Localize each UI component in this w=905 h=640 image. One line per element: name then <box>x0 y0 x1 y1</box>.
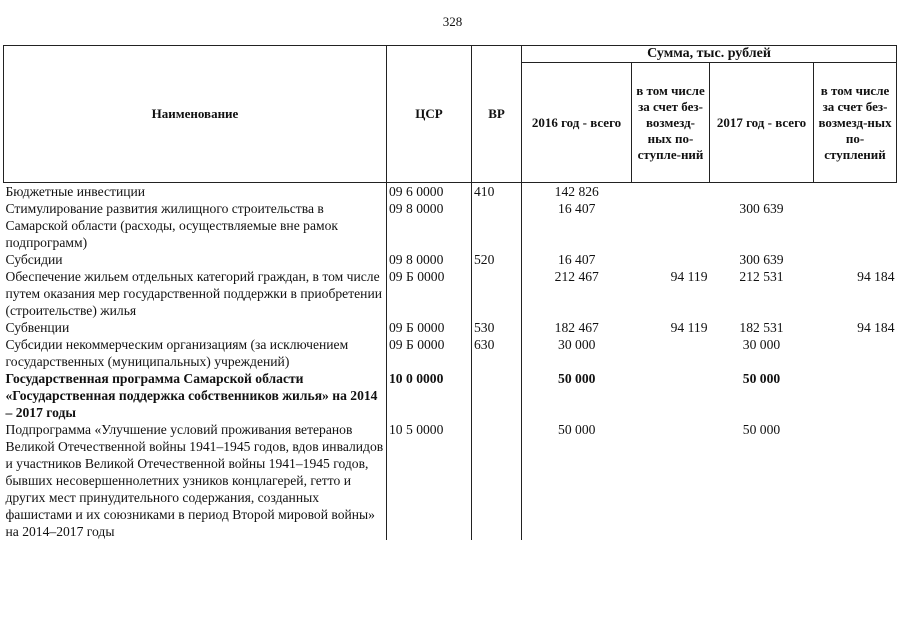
row-2016-total: 212 467 <box>522 268 632 319</box>
header-2017-total: 2017 год - всего <box>710 63 814 183</box>
table-row <box>4 421 897 540</box>
table-row <box>4 370 897 421</box>
row-2016-free <box>632 200 710 251</box>
row-csr: 09 Б 0000 <box>387 319 472 336</box>
row-csr: 10 0 0000 <box>387 370 472 421</box>
row-name: Подпрограмма «Улучшение условий проживания ветеранов Великой Отечественной войны 1941–1945 годов, вдов инвалидов и участников Великой Отечественной войны 1941–1945 годов, бывших несовершеннолетних узников концлагерей, гетто и других мест принудительного содержания, созданных фашистами и их союзниками в период Второй мировой войны» на 2014–2017 годы <box>5 422 384 539</box>
header-name: Наименование <box>4 46 387 183</box>
page-number: 328 <box>442 14 463 29</box>
row-vr <box>472 268 522 319</box>
row-csr: 09 Б 0000 <box>387 336 472 370</box>
row-name: Субвенции <box>5 320 70 335</box>
row-2016-free: 94 119 <box>670 320 708 335</box>
header-sum-group: Сумма, тыс. рублей <box>522 46 897 63</box>
row-2017-free <box>814 251 897 268</box>
table-row <box>4 183 897 201</box>
row-2017-free: 94 184 <box>857 320 895 335</box>
row-2017-free <box>814 183 897 201</box>
table-row <box>4 251 897 268</box>
row-vr <box>472 421 522 540</box>
row-2017-total <box>710 183 814 201</box>
table-header <box>4 46 897 183</box>
row-name: Государственная программа Самарской области «Государственная поддержка собственников жилья» на 2014 – 2017 годы <box>5 371 378 420</box>
row-vr: 520 <box>472 251 522 268</box>
row-2017-total: 50 000 <box>742 422 781 437</box>
row-name: Субсидии <box>5 252 63 267</box>
row-2017-free <box>814 336 897 370</box>
header-csr: ЦСР <box>387 46 472 183</box>
row-2016-total: 182 467 <box>522 319 632 336</box>
budget-table <box>3 45 897 540</box>
header-vr: ВР <box>472 46 522 183</box>
row-2016-total: 50 000 <box>522 421 632 540</box>
row-2016-total: 16 407 <box>522 251 632 268</box>
row-2016-total: 142 826 <box>522 183 632 201</box>
row-2017-total: 30 000 <box>742 337 781 352</box>
row-vr <box>472 200 522 251</box>
row-2016-total: 30 000 <box>522 336 632 370</box>
row-name: Субсидии некоммерческим организациям (за исключением государственных (муниципальных) учреждений) <box>5 337 349 369</box>
row-vr: 630 <box>472 336 522 370</box>
header-2017-free: в том числе за счет без-возмезд-ных по-ступлений <box>814 63 897 183</box>
row-vr: 530 <box>472 319 522 336</box>
row-2016-total: 16 407 <box>522 200 632 251</box>
row-2016-free <box>632 370 710 421</box>
table-row <box>4 319 897 336</box>
row-csr: 10 5 0000 <box>387 421 472 540</box>
row-2016-free: 94 119 <box>670 269 708 284</box>
header-2016-total: 2016 год - всего <box>522 63 632 183</box>
row-2017-free <box>814 421 897 540</box>
table-row <box>4 268 897 319</box>
row-2016-free <box>632 421 710 540</box>
row-2017-total: 50 000 <box>742 371 781 386</box>
table-row <box>4 336 897 370</box>
row-vr <box>472 370 522 421</box>
row-name: Бюджетные инвестиции <box>5 184 146 199</box>
row-2016-total: 50 000 <box>522 370 632 421</box>
row-name: Стимулирование развития жилищного строительства в Самарской области (расходы, осуществляемые вне рамок подпрограмм) <box>5 201 338 250</box>
row-csr: 09 Б 0000 <box>387 268 472 319</box>
row-name: Обеспечение жильем отдельных категорий граждан, в том числе путем оказания мер государственной поддержки в приобретении (строительстве) жилья <box>5 269 383 318</box>
row-2017-free: 94 184 <box>857 269 895 284</box>
row-2017-free <box>814 370 897 421</box>
row-2016-free <box>632 336 710 370</box>
row-2017-total: 212 531 <box>739 269 784 284</box>
row-2017-free <box>814 200 897 251</box>
row-2017-total: 300 639 <box>739 201 784 216</box>
row-csr: 09 8 0000 <box>387 251 472 268</box>
header-2016-free: в том числе за счет без-возмезд-ных по-ступле-ний <box>632 63 710 183</box>
table-body <box>4 183 897 541</box>
row-2017-total: 300 639 <box>739 252 784 267</box>
row-csr: 09 8 0000 <box>387 200 472 251</box>
row-csr: 09 6 0000 <box>387 183 472 201</box>
row-2016-free <box>632 183 710 201</box>
table-row <box>4 200 897 251</box>
row-2017-total: 182 531 <box>739 320 784 335</box>
row-vr: 410 <box>472 183 522 201</box>
row-2016-free <box>632 251 710 268</box>
